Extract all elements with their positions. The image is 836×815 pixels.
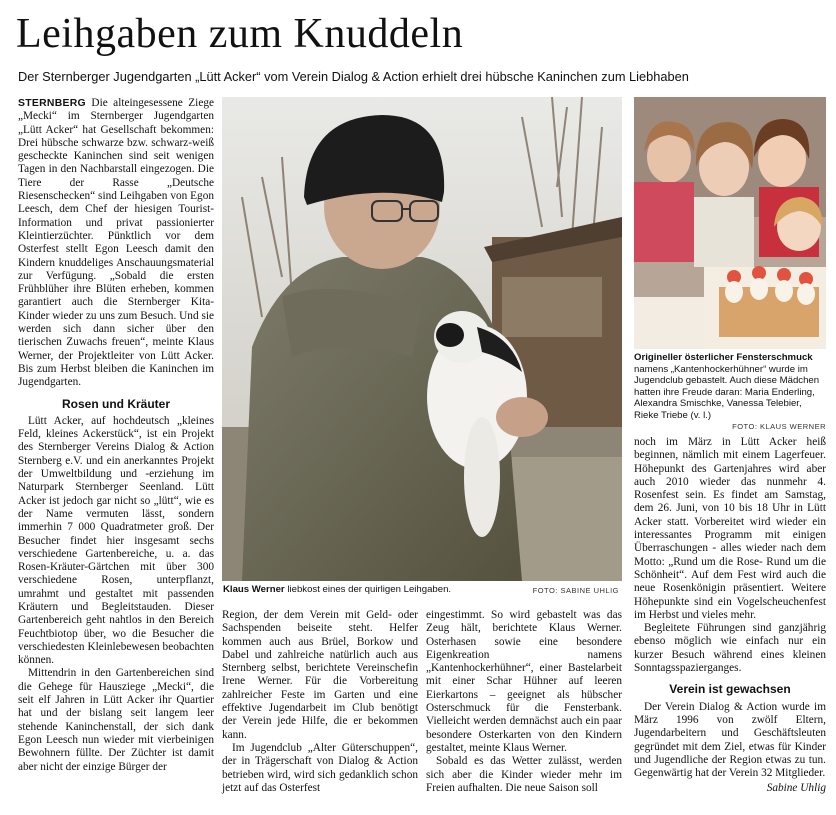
article-column-2 [222, 609, 418, 795]
photo-credit: FOTO: SABINE UHLIG [532, 586, 619, 595]
paragraph: Sobald es das Wetter zulässt, werden sich aber die Kinder wieder mehr im Freien aufhalten. Die neue Saison soll [426, 755, 622, 794]
paragraph: Lütt Acker, auf hochdeutsch „kleines Feld, kleines Ackerstück“, ist ein Projekt des Sternberger Vereins Dialog & Action Sternberg e.V. und ein anerkanntes Projekt der Umweltbildung und -erziehung im Naturpark Sternberger Seenland. Lütt Acker ist jedoch gar nicht so „lütt“, wie es der Name vermuten lässt, sondern immerhin 7 000 Quadratmeter groß. Der Besucher findet hier insgesamt sechs verschiedene Gartenbereiche, u. a. das Rosen-Kräuter-Gärtchen mit über 300 verschiedene Rosen, unterpflanzt, umrahmt und gestaltet mit passenden Kräutern und Begleitstauden. Dieser Gartenbereich geht nahtlos in den Bereich Feuchtbiotop über, wo die Besucher die verschiedesten Kleinlebewesen beobachten können. [18, 414, 214, 667]
side-photo-caption [634, 352, 826, 433]
article-column-1 [18, 97, 214, 774]
paragraph: eingestimmt. So wird gebastelt was das Zeug hält, berichtete Klaus Werner. Osterhasen sowie eine besondere Eigenkreation namens „Kantenhockerhühner“, einer Bastelarbeit mit einer Schar Hühner auf leeren Eierkartons – geeignet als hübscher Osterschmuck für die Fensterbank. Vielleicht werden demnächst auch ein paar besondere Osterkarten von den Kindern gestaltet, meinte Klaus Werner. [426, 609, 622, 754]
photo-credit: FOTO: KLAUS WERNER [732, 422, 826, 431]
author-byline: Sabine Uhlig [766, 782, 826, 795]
paragraph: Der Verein Dialog & Action wurde im März 1996 von zwölf Eltern, Jugendarbeitern und Geschäftsleuten gegründet mit dem Ziel, etwas für Kinder und Jugendliche der Region etwas zu tun. Gegenwärtig hat der Verein 32 Mitglieder. [634, 700, 826, 780]
article-subheadline: Der Sternberger Jugendgarten „Lütt Acker“ vom Verein Dialog & Action erhielt drei hübsche Kaninchen zum Liebhaben [18, 69, 689, 84]
section-heading: Rosen und Kräuter [61, 396, 170, 411]
main-photo-caption [223, 584, 621, 596]
paragraph: Region, der dem Verein mit Geld- oder Sachspenden beiseite steht. Helfer kommen auch aus Brüel, Borkow und Dabel und zahlreiche natürlich auch aus Sternberg selbst, berichtete Vereinschefin Irene Werner. Für die Vorbereitung zahlreicher Feste im Garten und eine effektive Jugendarbeit im Club benötigt der Verein jede Hilfe, die er bekommen kann. [222, 609, 418, 741]
caption-title: Origineller österlicher Fensterschmuck [634, 352, 813, 363]
side-photo [634, 97, 826, 349]
article-column-3 [426, 609, 622, 795]
main-photo [222, 97, 622, 581]
paragraph: Die alteingesessene Ziege „Mecki“ im Sternberger Jugendgarten „Lütt Acker“ hat Gesellschaft bekommen: Drei hübsche schwarze bzw. schwarz-weiß gescheckte Kaninchen sind seit wenigen Tagen in den Nachbarstall eingezogen. Die Tiere der Rasse „Deutsche Riesenschecken“ sind Leihgaben von Egon Leesch, dem Chef der hiesigen Tourist-Information und privat passionierter Kleintierzüchter. Pünktlich vor dem Osterfest stellt Egon Leesch damit den Kindern knuddeliges Anschauungsmaterial zur Verfügung. „Sobald die ersten Frühblüher ihre Blüten erheben, kommen garantiert auch die Sternberger Kita-Kinder wieder zu uns zum Besuch. Und sie werden sich dann sicher über den tierischen Zuwachs freuen“, meinte Klaus Werner, der Projektleiter von Lütt Acker. Bis zum Herbst bleiben die Kaninchen im Jugendgarten. [18, 97, 214, 389]
photo-girls-with-decoration [634, 97, 826, 349]
paragraph: Mittendrin in den Gartenbereichen sind die Gehege für Hausziege „Mecki“, die seit elf Jahren in Lütt Acker ihr Quartier hat und der bislang seit langem leer stehende Kaninchenstall, der sich dank Egon Leesch nun wieder mit vierbeinigen Bewohnern füllte. Der Züchter ist damit aber nicht der einzige Bürger der [18, 667, 214, 773]
caption-name: Klaus Werner [223, 584, 285, 595]
photo-man-with-rabbit [222, 97, 622, 581]
caption-text: liebkost eines der quirligen Leihgaben. [287, 584, 452, 595]
paragraph: noch im März in Lütt Acker heiß beginnen, nämlich mit einem Lagerfeuer. Höhepunkt des Gartenjahres wird aber auch 2010 wieder das nunmehr 4. Rosenfest sein. Es findet am Samstag, dem 26. Juni, von 10 bis 18 Uhr in Lütt Acker statt. Vorbereitet wird wieder ein interessantes Programm mit einigen Überraschungen - alles wieder nach dem Motto: „Rund um die Rose- Rund um die Schönheit“. Auf dem Fest wird auch die neue Rosenkönigin präsentiert. Weitere Höhepunkte sind ein Vogelscheuchenfest im Herbst und vieles mehr. [634, 436, 826, 621]
paragraph: Begleitete Führungen sind ganzjährig ebenso möglich wie einfach nur ein kurzer Besuch während eines kleinen Sonntagsspazierganges. [634, 622, 826, 675]
section-heading: Verein ist gewachsen [669, 682, 791, 697]
article-column-4 [634, 436, 826, 796]
caption-text: namens „Kantenhockerhühner“ wurde im Jugendclub gebastelt. Auch diese Mädchen hatten ihre Freude daran: Maria Enderling, Alexandra Smischke, Vanessa Telebier, Rieke Triebe (v. l.) [634, 363, 820, 421]
dateline: STERNBERG [18, 98, 86, 109]
paragraph: Im Jugendclub „Alter Güterschuppen“, der in Trägerschaft von Dialog & Action betrieben wird, wird sich gedanklich schon jetzt auf das Osterfest [222, 741, 418, 794]
article-headline: Leihgaben zum Knuddeln [16, 11, 464, 57]
